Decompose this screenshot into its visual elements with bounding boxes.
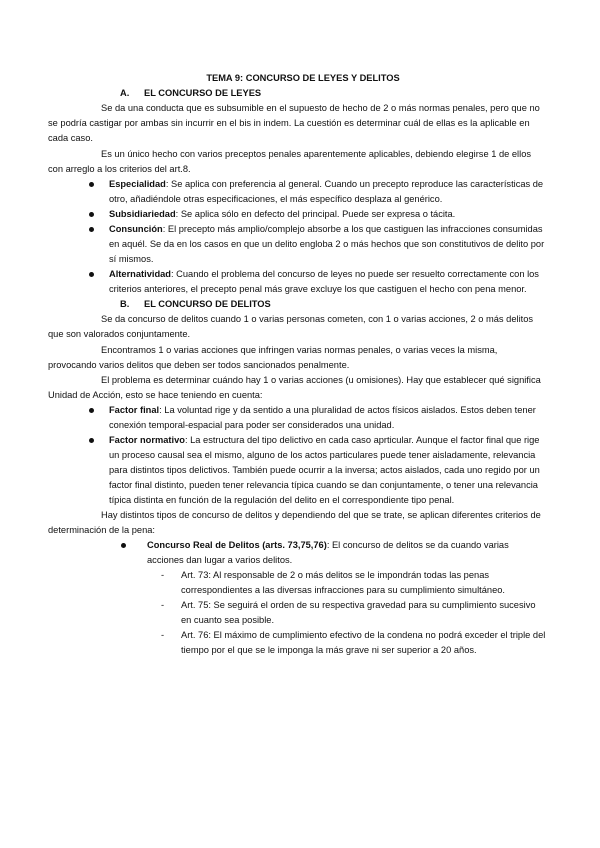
page-title: TEMA 9: CONCURSO DE LEYES Y DELITOS xyxy=(206,73,400,83)
term: Factor final xyxy=(109,405,160,415)
section-b-paragraph-1: Se da concurso de delitos cuando 1 o varias personas cometen, con 1 o varias acciones, 2 o más delitos que son valorados conjuntamente. xyxy=(48,314,534,339)
definition: : Cuando el problema del concurso de leyes no puede ser resuelto correctamente con los criterios anteriores, el precepto penal más grave excluye los que castiguen el hecho con pena menor. xyxy=(109,269,539,294)
dash-marker: - xyxy=(161,570,165,580)
section-b-paragraph-3: El problema es determinar cuándo hay 1 o varias acciones (u omisiones). Hay que establecer qué significa Unidad de Acción, esto se hace teniendo en cuenta: xyxy=(48,375,541,400)
document-body xyxy=(48,71,546,658)
list-item xyxy=(48,403,546,433)
section-a-letter: A. xyxy=(120,88,130,98)
list-item xyxy=(48,222,546,267)
article-text: Art. 76: El máximo de cumplimiento efectivo de la condena no podrá exceder el triple del tiempo por el que se le imponga la más grave ni ser superior a 20 años. xyxy=(181,630,546,655)
list-item xyxy=(48,207,546,222)
articles-list xyxy=(48,568,546,658)
definition: : El concurso de delitos se da cuando varias acciones dan lugar a varios delitos. xyxy=(147,540,509,565)
list-item xyxy=(48,628,546,658)
list-item xyxy=(48,177,546,207)
list-item xyxy=(48,568,546,598)
definition: : Se aplica sólo en defecto del principal. Puede ser expresa o tácita. xyxy=(175,209,456,219)
factors-list xyxy=(48,403,546,508)
articles-ref: (arts. 73,75,76) xyxy=(259,540,327,550)
dash-marker: - xyxy=(161,630,165,640)
list-item xyxy=(48,267,546,297)
definition: : Se aplica con preferencia al general. Cuando un precepto reproduce las características de otro, añadiéndole otras especificaciones, el más específico desplaza al genérico. xyxy=(109,179,544,204)
section-b-paragraph-4: Hay distintos tipos de concurso de delitos y dependiendo del que se trate, se aplican diferentes criterios de determinación de la pena: xyxy=(48,510,541,535)
list-item xyxy=(48,538,546,568)
bullet-icon xyxy=(89,227,94,232)
section-a-title: EL CONCURSO DE LEYES xyxy=(144,88,262,98)
section-b-heading xyxy=(48,297,546,312)
bullet-icon xyxy=(89,408,94,413)
list-item xyxy=(48,598,546,628)
bullet-icon xyxy=(89,212,94,217)
concurso-types-list xyxy=(48,538,546,568)
term: Factor normativo xyxy=(109,435,185,445)
section-b-title: EL CONCURSO DE DELITOS xyxy=(144,299,271,309)
section-a-paragraph-1: Se da una conducta que es subsumible en el supuesto de hecho de 2 o más normas penales, pero que no se podría castigar por ambas sin incurrir en el bis in indem. La cuestión es determinar cuál de ellas es la aplicable en cada caso. xyxy=(48,103,540,143)
article-text: Art. 73: Al responsable de 2 o más delitos se le impondrán todas las penas correspondientes a las diversas infracciones para su cumplimiento simultáneo. xyxy=(181,570,506,595)
term: Concurso Real de Delitos xyxy=(147,540,260,550)
bullet-icon xyxy=(89,272,94,277)
criteria-list xyxy=(48,177,546,297)
definition: : La estructura del tipo delictivo en cada caso aprticular. Aunque el factor final que rige un proceso causal sea el mismo, alguno de los actos particulares puede tener aisladamente, relevancia para distintos tipos delictivos. También puede ocurrir a la inversa; actos aislados, cada uno regido por un factor final distinto, pueden tener relevancia típica cuando se dan conjuntamente, o tener una relevancia típica distinta en función de la regulación del delito en el correspondiente tipo penal. xyxy=(109,435,540,505)
article-text: Art. 75: Se seguirá el orden de su respectiva gravedad para su cumplimiento sucesivo en cuanto sea posible. xyxy=(181,600,536,625)
term: Subsidiariedad xyxy=(109,209,176,219)
section-b-paragraph-2: Encontramos 1 o varias acciones que infringen varias normas penales, o varias veces la misma, provocando varios delitos que deben ser todos sancionados penalmente. xyxy=(48,345,498,370)
term: Alternatividad xyxy=(109,269,171,279)
list-item xyxy=(48,433,546,508)
term: Especialidad xyxy=(109,179,166,189)
bullet-icon xyxy=(89,182,94,187)
bullet-icon xyxy=(89,438,94,443)
section-a-paragraph-2: Es un único hecho con varios preceptos penales aparentemente aplicables, debiendo elegirse 1 de ellos con arreglo a los criterios del art.8. xyxy=(48,149,532,174)
definition: : El precepto más amplio/complejo absorbe a los que castiguen las infracciones consumidas en aquél. Se da en los casos en que un delito engloba 2 o más hechos que son constitutivos de delito por sí mismos. xyxy=(109,224,545,264)
term: Consunción xyxy=(109,224,163,234)
section-a-heading xyxy=(48,86,546,101)
section-b-letter: B. xyxy=(120,299,130,309)
definition: : La voluntad rige y da sentido a una pluralidad de actos físicos aislados. Estos deben tener conexión temporal-espacial para poder ser considerados una unidad. xyxy=(109,405,536,430)
bullet-icon xyxy=(121,543,126,548)
dash-marker: - xyxy=(161,600,165,610)
